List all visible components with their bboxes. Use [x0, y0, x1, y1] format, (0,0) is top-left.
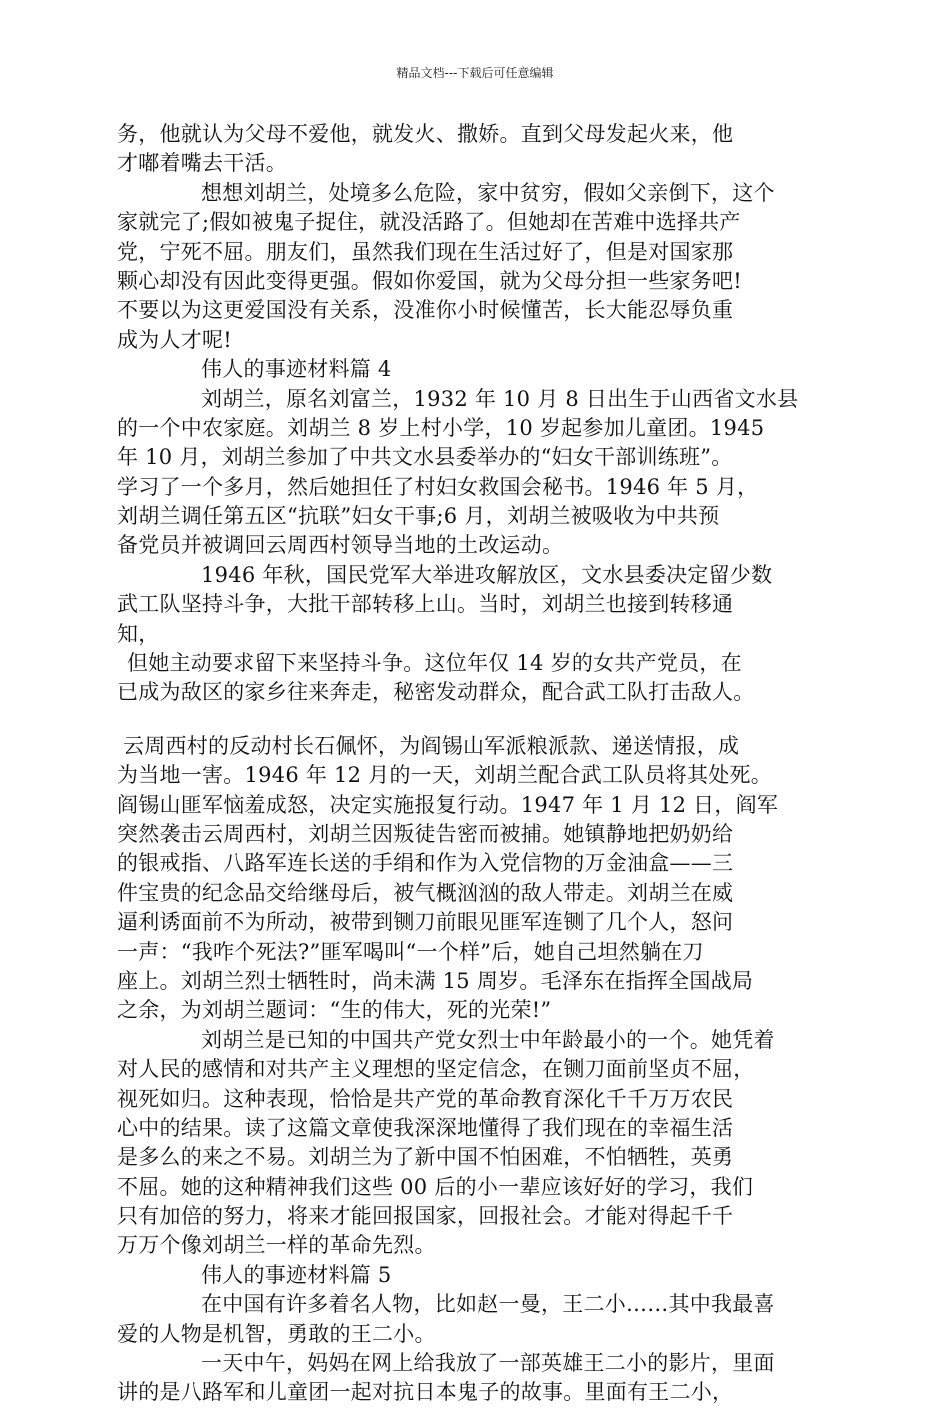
text-line: 务，他就认为父母不爱他，就发火、撒娇。直到父母发起火来，他 — [117, 122, 734, 146]
text-line: 讲的是八路军和儿童团一起对抗日本鬼子的故事。里面有王二小， — [117, 1380, 734, 1405]
text-line: 逼利诱面前不为所动，被带到铡刀前眼见匪军连铡了几个人，怒问 — [117, 910, 734, 935]
text-line: 成为人才呢! — [117, 327, 232, 352]
text-line: 但她主动要求留下来坚持斗争。这位年仅 14 岁的女共产党员，在 — [127, 651, 742, 676]
text-line: 视死如归。这种表现，恰恰是共产党的革命教育深化千千万万农民 — [117, 1086, 734, 1111]
document-body — [117, 120, 829, 1408]
text-line: 党，宁死不屈。朋友们，虽然我们现在生活过好了，但是对国家那 — [117, 239, 734, 264]
text-line: 一声：“我咋个死法?”匪军喝叫“一个样”后，她自己坦然躺在刀 — [117, 939, 704, 964]
text-line: 年 10 月，刘胡兰参加了中共文水县委举办的“妇女干部训练班”。 — [117, 445, 733, 470]
text-line: 知， — [117, 621, 160, 646]
text-line: 1946 年秋，国民党军大举进攻解放区，文水县委决定留少数 — [201, 562, 773, 587]
text-line: 一天中午，妈妈在网上给我放了一部英雄王二小的影片，里面 — [201, 1351, 775, 1376]
text-line: 学习了一个多月，然后她担任了村妇女救国会秘书。1946 年 5 月， — [117, 474, 759, 499]
text-line: 为当地一害。1946 年 12 月的一天，刘胡兰配合武工队员将其处死。 — [117, 763, 772, 788]
text-line: 万万个像刘胡兰一样的革命先烈。 — [117, 1233, 436, 1258]
text-line: 武工队坚持斗争，大批干部转移上山。当时，刘胡兰也接到转移通 — [117, 592, 734, 617]
text-line: 刘胡兰调任第五区“抗联”妇女干事;6 月，刘胡兰被吸收为中共预 — [117, 504, 720, 529]
text-line: 云周西村的反动村长石佩怀，为阎锡山军派粮派款、递送情报，成 — [123, 733, 740, 758]
text-line: 座上。刘胡兰烈士牺牲时，尚未满 15 周岁。毛泽东在指挥全国战局 — [117, 968, 754, 993]
text-line: 刘胡兰，原名刘富兰，1932 年 10 月 8 日出生于山西省文水县 — [201, 386, 799, 411]
text-line: 家就完了;假如被鬼子捉住，就没活路了。但她却在苦难中选择共产 — [117, 210, 741, 235]
text-line: 已成为敌区的家乡往来奔走，秘密发动群众，配合武工队打击敌人。 — [117, 680, 755, 705]
text-line: 的银戒指、八路军连长送的手绢和作为入党信物的万金油盒——三 — [117, 851, 734, 876]
text-line: 心中的结果。读了这篇文章使我深深地懂得了我们现在的幸福生活 — [117, 1115, 734, 1140]
text-line: 的一个中农家庭。刘胡兰 8 岁上村小学，10 岁起参加儿童团。1945 — [117, 415, 765, 440]
text-line: 突然袭击云周西村，刘胡兰因叛徒告密而被捕。她镇静地把奶奶给 — [117, 821, 734, 846]
text-line: 只有加倍的努力，将来才能回报国家，回报社会。才能对得起千千 — [117, 1204, 734, 1229]
section-heading: 伟人的事迹材料篇 4 — [201, 357, 392, 382]
text-line: 不屈。她的这种精神我们这些 00 后的小一辈应该好好的学习，我们 — [117, 1174, 754, 1199]
text-line: 之余，为刘胡兰题词：“生的伟大，死的光荣!” — [117, 998, 552, 1023]
text-line: 是多么的来之不易。刘胡兰为了新中国不怕困难，不怕牺牲，英勇 — [117, 1145, 734, 1170]
text-line: 在中国有许多着名人物，比如赵一曼，王二小……其中我最喜 — [201, 1292, 775, 1317]
text-line: 不要以为这更爱国没有关系，没准你小时候懂苦，长大能忍辱负重 — [117, 298, 734, 323]
section-heading: 伟人的事迹材料篇 5 — [201, 1262, 392, 1287]
text-line: 想想刘胡兰，处境多么危险，家中贫穷，假如父亲倒下，这个 — [201, 180, 775, 205]
text-line: 件宝贵的纪念品交给继母后，被气概汹汹的敌人带走。刘胡兰在威 — [117, 880, 734, 905]
text-line: 爱的人物是机智，勇敢的王二小。 — [117, 1321, 436, 1346]
text-line: 刘胡兰是已知的中国共产党女烈士中年龄最小的一个。她凭着 — [201, 1027, 775, 1052]
text-line: 颗心却没有因此变得更强。假如你爱国，就为父母分担一些家务吧! — [117, 268, 742, 293]
blank-line — [117, 708, 829, 732]
text-line: 才嘟着嘴去干活。 — [117, 151, 287, 176]
page-header: 精品文档---下载后可任意编辑 — [396, 66, 554, 80]
text-line: 备党员并被调回云周西村领导当地的土改运动。 — [117, 533, 564, 558]
text-line: 对人民的感情和对共产主义理想的坚定信念，在铡刀面前坚贞不屈， — [117, 1057, 755, 1082]
text-line: 阎锡山匪军恼羞成怒，决定实施报复行动。1947 年 1 月 12 日，阎军 — [117, 792, 779, 817]
